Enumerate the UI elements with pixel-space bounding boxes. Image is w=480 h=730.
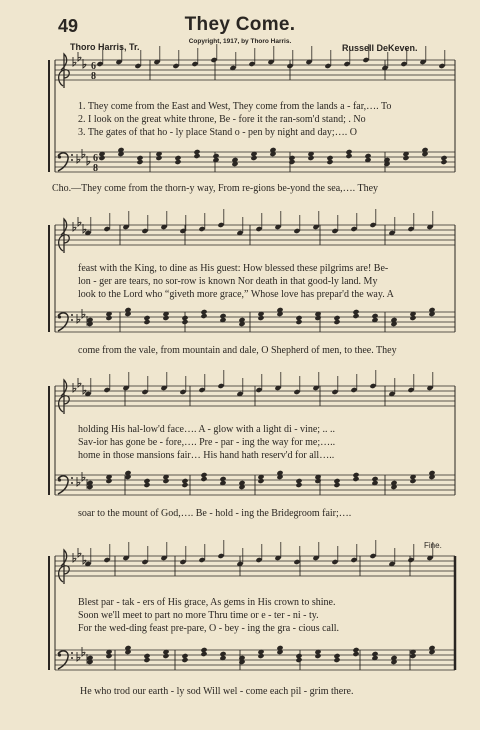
verse-line-2-s1: 2. I look on the great white throne, Be - fore it the ran-som'd stand; . No <box>78 114 366 125</box>
note-head <box>200 309 207 315</box>
time-signature-top: 6 <box>91 61 96 72</box>
treble-clef-icon <box>59 380 70 414</box>
bass-clef-dot <box>71 477 73 479</box>
bass-clef-dot <box>58 315 61 318</box>
bass-clef-dot <box>71 319 73 321</box>
time-signature-top: 6 <box>93 153 98 164</box>
note-head <box>333 315 340 321</box>
time-signature-bottom: 8 <box>93 163 98 174</box>
note-head <box>345 149 352 155</box>
note-head <box>295 315 302 321</box>
note-head <box>333 478 340 484</box>
note-head <box>371 313 378 319</box>
note-head <box>364 153 371 159</box>
note-head <box>352 647 359 653</box>
treble-clef-icon <box>59 550 70 584</box>
note-head <box>440 155 447 161</box>
note-head <box>143 315 150 321</box>
note-head <box>193 149 200 155</box>
verse-line-1-s4: Blest par - tak - ers of His grace, As gems in His crown to shine. <box>78 597 336 608</box>
note-head <box>143 653 150 659</box>
verse-line-2-s2: lon - ger are tears, no sor-row is known Nor death in that good-ly land. My <box>78 276 378 287</box>
note-head <box>219 651 226 657</box>
note-head <box>212 153 219 159</box>
hymn-number: 49 <box>58 16 79 36</box>
time-signature-bottom: 8 <box>91 71 96 82</box>
bass-clef-dot <box>71 482 73 484</box>
verse-line-1-s2: feast with the King, to dine as His guest: How blessed these pilgrims are! Be- <box>78 263 389 274</box>
note-head <box>333 653 340 659</box>
bass-clef-dot <box>58 155 61 158</box>
note-head <box>219 313 226 319</box>
composer-credit: Russell DeKeven. <box>342 43 418 53</box>
note-head <box>219 476 226 482</box>
treble-clef-icon <box>59 54 70 88</box>
bass-clef-dot <box>71 657 73 659</box>
note-head <box>174 155 181 161</box>
bass-clef-dot <box>71 652 73 654</box>
verse-line-1-s3: holding His hal-low'd face…. A - glow with a light di - vine; .. .. <box>78 424 336 435</box>
hymn-title: They Come. <box>184 14 296 35</box>
verse-line-3-s2: look to the Lord who “giveth more grace,” Whose love has prepar'd the way. A <box>78 289 394 300</box>
note-head <box>371 651 378 657</box>
verse-line-3-s3: home in those mansions fair… His hand hath reserv'd for all….. <box>78 450 335 461</box>
treble-clef-icon <box>59 219 70 253</box>
note-head <box>200 472 207 478</box>
note-head <box>295 653 302 659</box>
note-head <box>181 653 188 659</box>
copyright-line: Copyright, 1917, by Thoro Harris. <box>188 38 292 45</box>
bass-clef-dot <box>58 653 61 656</box>
bass-clef-dot <box>71 154 73 156</box>
chorus-line-s2: come from the vale, from mountain and dale, O Shepherd of men, to thee. They <box>78 345 397 356</box>
bass-clef-dot <box>71 314 73 316</box>
chorus-line-s4: He who trod our earth - ly sod Will wel - come each pil - grim there. <box>80 686 354 697</box>
note-head <box>326 155 333 161</box>
chorus-line-s1: Cho.—They come from the thorn-y way, From re-gions be-yond the sea,…. They <box>52 183 379 194</box>
note-head <box>200 647 207 653</box>
verse-line-2-s4: Soon we'll meet to part no more Thru time or e - ter - ni - ty. <box>78 610 319 621</box>
note-head <box>181 478 188 484</box>
note-head <box>136 155 143 161</box>
verse-line-1-s1: 1. They come from the East and West, They come from the lands a - far,…. To <box>78 101 392 112</box>
fine-marking: Fine. <box>424 541 442 550</box>
note-head <box>371 476 378 482</box>
bass-clef-dot <box>58 478 61 481</box>
note-head <box>352 472 359 478</box>
verse-line-3-s4: For the wed-ding feast pre-pare, O - bey - ing the gra - cious call. <box>78 623 340 634</box>
note-head <box>181 315 188 321</box>
note-head <box>143 478 150 484</box>
chorus-line-s3: soar to the mount of God,…. Be - hold - ing the Bridegroom fair;…. <box>78 508 352 519</box>
note-head <box>352 309 359 315</box>
note-head <box>288 155 295 161</box>
bass-clef-dot <box>71 159 73 161</box>
verse-line-2-s3: Sav-ior has gone be - fore,…. Pre - par - ing the way for me;….. <box>78 437 336 448</box>
note-head <box>295 478 302 484</box>
arranger-credit: Thoro Harris, Tr. <box>70 42 140 52</box>
verse-line-3-s1: 3. The gates of that ho - ly place Stand o - pen by night and day;…. O <box>78 127 357 138</box>
